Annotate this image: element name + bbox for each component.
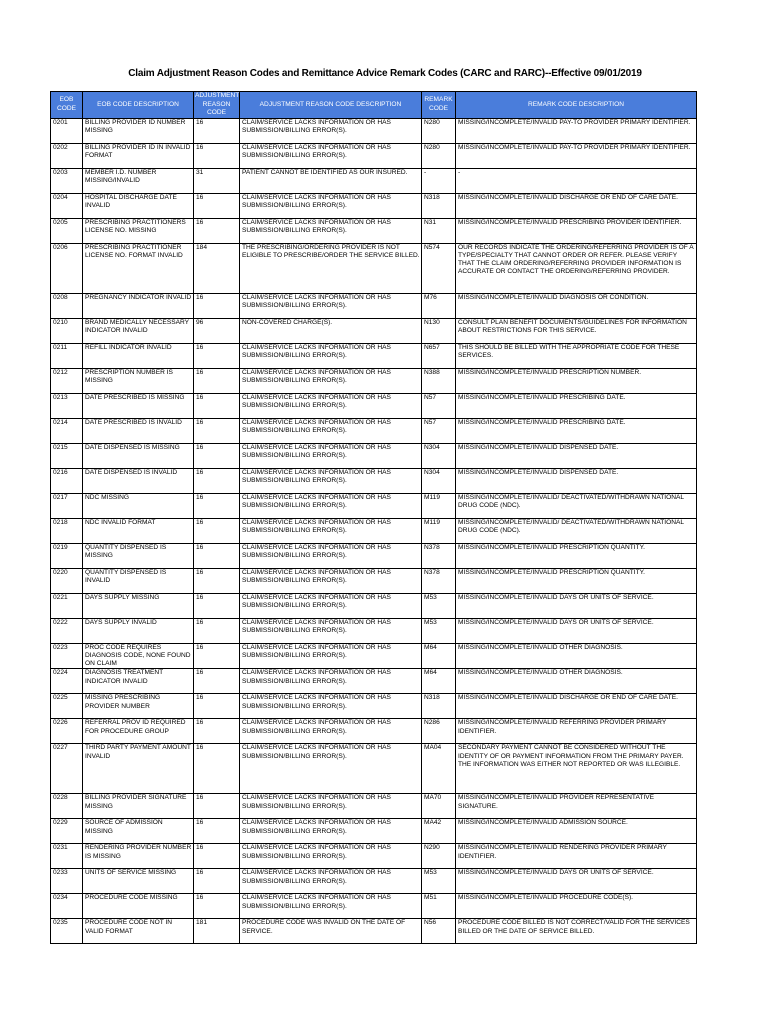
header-adjustment-reason-code: ADJUSTMENT REASON CODE <box>195 92 240 116</box>
remark-description-cell: MISSING/INCOMPLETE/INVALID RENDERING PROVIDER PRIMARY IDENTIFIER. <box>456 844 697 869</box>
eob-code-cell: 0217 <box>51 493 83 518</box>
eob-description-cell: PREGNANCY INDICATOR INVALID <box>83 293 194 318</box>
remark-code-cell: N57 <box>422 393 456 418</box>
adjustment-code-cell: 16 <box>194 643 240 669</box>
table-row <box>51 518 697 543</box>
table-row <box>51 318 697 343</box>
remark-code-cell: M76 <box>422 293 456 318</box>
remark-code-cell: M64 <box>422 669 456 694</box>
table-row <box>51 493 697 518</box>
remark-description-cell: CONSULT PLAN BENEFIT DOCUMENTS/GUIDELINES FOR INFORMATION ABOUT RESTRICTIONS FOR THIS SERVICE. <box>456 318 697 343</box>
adjustment-code-cell: 16 <box>194 719 240 744</box>
table-row <box>51 368 697 393</box>
eob-code-cell: 0226 <box>51 719 83 744</box>
eob-code-cell: 0219 <box>51 543 83 568</box>
adjustment-code-cell: 16 <box>194 844 240 869</box>
adjustment-description-cell: CLAIM/SERVICE LACKS INFORMATION OR HAS SUBMISSION/BILLING ERROR(S). <box>240 643 422 669</box>
adjustment-description-cell: CLAIM/SERVICE LACKS INFORMATION OR HAS SUBMISSION/BILLING ERROR(S). <box>240 543 422 568</box>
remark-code-cell: N280 <box>422 118 456 143</box>
adjustment-description-cell: CLAIM/SERVICE LACKS INFORMATION OR HAS SUBMISSION/BILLING ERROR(S). <box>240 894 422 919</box>
remark-code-cell: N56 <box>422 919 456 944</box>
remark-description-cell: MISSING/INCOMPLETE/INVALID DISPENSED DATE. <box>456 468 697 493</box>
remark-code-cell: N657 <box>422 343 456 368</box>
table-row <box>51 819 697 844</box>
adjustment-description-cell: PROCEDURE CODE WAS INVALID ON THE DATE OF SERVICE. <box>240 919 422 944</box>
adjustment-description-cell: CLAIM/SERVICE LACKS INFORMATION OR HAS SUBMISSION/BILLING ERROR(S). <box>240 694 422 719</box>
remark-description-cell: MISSING/INCOMPLETE/INVALID DAYS OR UNITS OF SERVICE. <box>456 618 697 643</box>
eob-code-cell: 0205 <box>51 218 83 243</box>
header-remark-code: REMARK CODE <box>422 92 456 119</box>
adjustment-code-cell: 16 <box>194 669 240 694</box>
eob-code-cell: 0231 <box>51 844 83 869</box>
adjustment-description-cell: CLAIM/SERVICE LACKS INFORMATION OR HAS SUBMISSION/BILLING ERROR(S). <box>240 393 422 418</box>
eob-code-cell: 0220 <box>51 568 83 593</box>
remark-code-cell: N31 <box>422 218 456 243</box>
remark-description-cell: MISSING/INCOMPLETE/INVALID DAYS OR UNITS OF SERVICE. <box>456 593 697 618</box>
eob-code-cell: 0208 <box>51 293 83 318</box>
remark-description-cell: THIS SHOULD BE BILLED WITH THE APPROPRIATE CODE FOR THESE SERVICES. <box>456 343 697 368</box>
eob-code-cell: 0221 <box>51 593 83 618</box>
remark-code-cell: - <box>422 168 456 193</box>
table-row <box>51 643 697 669</box>
adjustment-code-cell: 16 <box>194 393 240 418</box>
adjustment-code-cell: 16 <box>194 593 240 618</box>
adjustment-description-cell: THE PRESCRIBING/ORDERING PROVIDER IS NOT ELIGIBLE TO PRESCRIBE/ORDER THE SERVICE BILLED. <box>240 243 422 293</box>
remark-description-cell: MISSING/INCOMPLETE/INVALID PRESCRIBING DATE. <box>456 418 697 443</box>
adjustment-description-cell: CLAIM/SERVICE LACKS INFORMATION OR HAS SUBMISSION/BILLING ERROR(S). <box>240 744 422 794</box>
document-title: Claim Adjustment Reason Codes and Remittance Advice Remark Codes (CARC and RARC)--Effective 09/01/2019 <box>128 68 642 79</box>
table-row <box>51 118 697 143</box>
table-row <box>51 919 697 944</box>
header-eob-code: EOB CODE <box>51 92 83 119</box>
eob-code-cell: 0214 <box>51 418 83 443</box>
eob-description-cell: SOURCE OF ADMISSION MISSING <box>83 819 194 844</box>
adjustment-code-cell: 31 <box>194 168 240 193</box>
eob-code-cell: 0224 <box>51 669 83 694</box>
eob-code-cell: 0227 <box>51 744 83 794</box>
remark-code-cell: M51 <box>422 894 456 919</box>
eob-code-cell: 0202 <box>51 143 83 168</box>
adjustment-description-cell: PATIENT CANNOT BE IDENTIFIED AS OUR INSURED. <box>240 168 422 193</box>
adjustment-description-cell: CLAIM/SERVICE LACKS INFORMATION OR HAS SUBMISSION/BILLING ERROR(S). <box>240 118 422 143</box>
eob-code-cell: 0210 <box>51 318 83 343</box>
remark-code-cell: N290 <box>422 844 456 869</box>
eob-description-cell: DATE DISPENSED IS INVALID <box>83 468 194 493</box>
adjustment-code-cell: 16 <box>194 894 240 919</box>
remark-code-cell: MA04 <box>422 744 456 794</box>
eob-code-cell: 0222 <box>51 618 83 643</box>
codes-table-container <box>50 91 696 944</box>
remark-code-cell: N318 <box>422 193 456 218</box>
eob-description-cell: MISSING PRESCRIBING PROVIDER NUMBER <box>83 694 194 719</box>
adjustment-code-cell: 16 <box>194 819 240 844</box>
remark-code-cell: N574 <box>422 243 456 293</box>
adjustment-description-cell: CLAIM/SERVICE LACKS INFORMATION OR HAS SUBMISSION/BILLING ERROR(S). <box>240 568 422 593</box>
remark-code-cell: M53 <box>422 593 456 618</box>
eob-code-cell: 0229 <box>51 819 83 844</box>
table-row <box>51 343 697 368</box>
remark-description-cell: MISSING/INCOMPLETE/INVALID ADMISSION SOURCE. <box>456 819 697 844</box>
table-row <box>51 393 697 418</box>
remark-description-cell: MISSING/INCOMPLETE/INVALID DISCHARGE OR END OF CARE DATE. <box>456 694 697 719</box>
table-row <box>51 443 697 468</box>
remark-description-cell: MISSING/INCOMPLETE/INVALID PRESCRIPTION QUANTITY. <box>456 568 697 593</box>
adjustment-code-cell: 16 <box>194 794 240 819</box>
remark-description-cell: MISSING/INCOMPLETE/INVALID PAY-TO PROVIDER PRIMARY IDENTIFIER. <box>456 118 697 143</box>
adjustment-description-cell: CLAIM/SERVICE LACKS INFORMATION OR HAS SUBMISSION/BILLING ERROR(S). <box>240 719 422 744</box>
eob-description-cell: DATE PRESCRIBED IS MISSING <box>83 393 194 418</box>
adjustment-code-cell: 16 <box>194 869 240 894</box>
adjustment-description-cell: CLAIM/SERVICE LACKS INFORMATION OR HAS SUBMISSION/BILLING ERROR(S). <box>240 368 422 393</box>
adjustment-code-cell: 16 <box>194 218 240 243</box>
table-header <box>51 92 697 119</box>
remark-description-cell: MISSING/INCOMPLETE/INVALID/ DEACTIVATED/WITHDRAWN NATIONAL DRUG CODE (NDC). <box>456 518 697 543</box>
remark-description-cell: MISSING/INCOMPLETE/INVALID PRESCRIBING DATE. <box>456 393 697 418</box>
adjustment-description-cell: CLAIM/SERVICE LACKS INFORMATION OR HAS SUBMISSION/BILLING ERROR(S). <box>240 869 422 894</box>
adjustment-description-cell: CLAIM/SERVICE LACKS INFORMATION OR HAS SUBMISSION/BILLING ERROR(S). <box>240 293 422 318</box>
remark-description-cell: SECONDARY PAYMENT CANNOT BE CONSIDERED WITHOUT THE IDENTITY OF OR PAYMENT INFORMATION FROM THE PRIMARY PAYER. THE INFORMATION WAS EITHER NOT REPORTED OR WAS ILLEGIBLE. <box>456 744 697 794</box>
adjustment-code-cell: 16 <box>194 694 240 719</box>
table-row <box>51 418 697 443</box>
eob-code-cell: 0215 <box>51 443 83 468</box>
eob-code-cell: 0204 <box>51 193 83 218</box>
adjustment-description-cell: CLAIM/SERVICE LACKS INFORMATION OR HAS SUBMISSION/BILLING ERROR(S). <box>240 143 422 168</box>
remark-code-cell: N280 <box>422 143 456 168</box>
eob-description-cell: NDC INVALID FORMAT <box>83 518 194 543</box>
adjustment-code-cell: 16 <box>194 368 240 393</box>
remark-code-cell: M64 <box>422 643 456 669</box>
eob-description-cell: QUANTITY DISPENSED IS MISSING <box>83 543 194 568</box>
adjustment-description-cell: CLAIM/SERVICE LACKS INFORMATION OR HAS SUBMISSION/BILLING ERROR(S). <box>240 669 422 694</box>
eob-description-cell: DAYS SUPPLY INVALID <box>83 618 194 643</box>
eob-description-cell: PROC CODE REQUIRES DIAGNOSIS CODE, NONE FOUND ON CLAIM <box>83 643 194 669</box>
remark-code-cell: M119 <box>422 518 456 543</box>
remark-code-cell: N378 <box>422 543 456 568</box>
remark-code-cell: MA70 <box>422 794 456 819</box>
remark-code-cell: N318 <box>422 694 456 719</box>
eob-description-cell: PROCEDURE CODE MISSING <box>83 894 194 919</box>
adjustment-code-cell: 16 <box>194 568 240 593</box>
remark-description-cell: MISSING/INCOMPLETE/INVALID PRESCRIBING PROVIDER IDENTIFIER. <box>456 218 697 243</box>
adjustment-description-cell: CLAIM/SERVICE LACKS INFORMATION OR HAS SUBMISSION/BILLING ERROR(S). <box>240 418 422 443</box>
eob-code-cell: 0212 <box>51 368 83 393</box>
remark-code-cell: N57 <box>422 418 456 443</box>
adjustment-code-cell: 16 <box>194 193 240 218</box>
remark-code-cell: N286 <box>422 719 456 744</box>
eob-description-cell: NDC MISSING <box>83 493 194 518</box>
table-row <box>51 669 697 694</box>
remark-code-cell: N130 <box>422 318 456 343</box>
remark-description-cell: MISSING/INCOMPLETE/INVALID OTHER DIAGNOSIS. <box>456 669 697 694</box>
remark-code-cell: M53 <box>422 869 456 894</box>
eob-code-cell: 0234 <box>51 894 83 919</box>
header-eob-description: EOB CODE DESCRIPTION <box>83 92 194 119</box>
eob-code-cell: 0216 <box>51 468 83 493</box>
adjustment-description-cell: CLAIM/SERVICE LACKS INFORMATION OR HAS SUBMISSION/BILLING ERROR(S). <box>240 493 422 518</box>
eob-description-cell: REFILL INDICATOR INVALID <box>83 343 194 368</box>
table-row <box>51 543 697 568</box>
table-body <box>51 118 697 944</box>
remark-description-cell: MISSING/INCOMPLETE/INVALID DIAGNOSIS OR CONDITION. <box>456 293 697 318</box>
table-row <box>51 744 697 794</box>
eob-description-cell: BILLING PROVIDER SIGNATURE MISSING <box>83 794 194 819</box>
eob-description-cell: PRESCRIBING PRACTITIONER LICENSE NO. FORMAT INVALID <box>83 243 194 293</box>
header-adjustment-reason-description: ADJUSTMENT REASON CODE DESCRIPTION <box>240 92 422 119</box>
table-row <box>51 844 697 869</box>
eob-description-cell: BRAND MEDICALLY NECESSARY INDICATOR INVALID <box>83 318 194 343</box>
adjustment-description-cell: CLAIM/SERVICE LACKS INFORMATION OR HAS SUBMISSION/BILLING ERROR(S). <box>240 844 422 869</box>
remark-description-cell: MISSING/INCOMPLETE/INVALID PAY-TO PROVIDER PRIMARY IDENTIFIER. <box>456 143 697 168</box>
adjustment-code-cell: 16 <box>194 418 240 443</box>
eob-description-cell: UNITS OF SERVICE MISSING <box>83 869 194 894</box>
eob-description-cell: MEMBER I.D. NUMBER MISSING/INVALID <box>83 168 194 193</box>
adjustment-description-cell: CLAIM/SERVICE LACKS INFORMATION OR HAS SUBMISSION/BILLING ERROR(S). <box>240 443 422 468</box>
adjustment-code-cell: 16 <box>194 343 240 368</box>
adjustment-code-cell: 16 <box>194 143 240 168</box>
table-row <box>51 719 697 744</box>
eob-code-cell: 0233 <box>51 869 83 894</box>
eob-code-cell: 0225 <box>51 694 83 719</box>
eob-code-cell: 0211 <box>51 343 83 368</box>
adjustment-description-cell: CLAIM/SERVICE LACKS INFORMATION OR HAS SUBMISSION/BILLING ERROR(S). <box>240 794 422 819</box>
eob-code-cell: 0206 <box>51 243 83 293</box>
remark-description-cell: MISSING/INCOMPLETE/INVALID REFERRING PROVIDER PRIMARY IDENTIFIER. <box>456 719 697 744</box>
table-row <box>51 568 697 593</box>
adjustment-description-cell: CLAIM/SERVICE LACKS INFORMATION OR HAS SUBMISSION/BILLING ERROR(S). <box>240 468 422 493</box>
remark-description-cell: PROCEDURE CODE BILLED IS NOT CORRECT/VALID FOR THE SERVICES BILLED OR THE DATE OF SERVICE BILLED. <box>456 919 697 944</box>
remark-code-cell: N304 <box>422 468 456 493</box>
table-row <box>51 618 697 643</box>
eob-description-cell: REFERRAL PROV ID REQUIRED FOR PROCEDURE GROUP <box>83 719 194 744</box>
table-row <box>51 894 697 919</box>
eob-code-cell: 0228 <box>51 794 83 819</box>
adjustment-description-cell: CLAIM/SERVICE LACKS INFORMATION OR HAS SUBMISSION/BILLING ERROR(S). <box>240 193 422 218</box>
adjustment-code-cell: 16 <box>194 493 240 518</box>
eob-description-cell: BILLING PROVIDER ID NUMBER MISSING <box>83 118 194 143</box>
remark-description-cell: MISSING/INCOMPLETE/INVALID DISPENSED DATE. <box>456 443 697 468</box>
eob-code-cell: 0235 <box>51 919 83 944</box>
adjustment-description-cell: CLAIM/SERVICE LACKS INFORMATION OR HAS SUBMISSION/BILLING ERROR(S). <box>240 593 422 618</box>
adjustment-code-cell: 16 <box>194 118 240 143</box>
remark-description-cell: MISSING/INCOMPLETE/INVALID/ DEACTIVATED/WITHDRAWN NATIONAL DRUG CODE (NDC). <box>456 493 697 518</box>
eob-description-cell: BILLING PROVIDER ID IN INVALID FORMAT <box>83 143 194 168</box>
adjustment-description-cell: CLAIM/SERVICE LACKS INFORMATION OR HAS SUBMISSION/BILLING ERROR(S). <box>240 518 422 543</box>
remark-description-cell: MISSING/INCOMPLETE/INVALID PROCEDURE CODE(S). <box>456 894 697 919</box>
remark-description-cell: MISSING/INCOMPLETE/INVALID PRESCRIPTION NUMBER. <box>456 368 697 393</box>
remark-description-cell: OUR RECORDS INDICATE THE ORDERING/REFERRING PROVIDER IS OF A TYPE/SPECIALTY THAT CANNOT ORDER OR REFER. PLEASE VERIFY THAT THE CLAIM ORDERING/REFERRING PROVIDER INFORMATION IS ACCURATE OR CONTACT THE ORDERING/REFERRING PROVIDER. <box>456 243 697 293</box>
eob-description-cell: DAYS SUPPLY MISSING <box>83 593 194 618</box>
adjustment-code-cell: 184 <box>194 243 240 293</box>
table-row <box>51 218 697 243</box>
remark-description-cell: MISSING/INCOMPLETE/INVALID PRESCRIPTION QUANTITY. <box>456 543 697 568</box>
eob-description-cell: PRESCRIBING PRACTITIONERS LICENSE NO. MISSING <box>83 218 194 243</box>
adjustment-code-cell: 96 <box>194 318 240 343</box>
table-row <box>51 694 697 719</box>
eob-description-cell: PRESCRIPTION NUMBER IS MISSING <box>83 368 194 393</box>
eob-description-cell: PROCEDURE CODE NOT IN VALID FORMAT <box>83 919 194 944</box>
adjustment-description-cell: NON-COVERED CHARGE(S). <box>240 318 422 343</box>
eob-description-cell: RENDERING PROVIDER NUMBER IS MISSING <box>83 844 194 869</box>
adjustment-code-cell: 16 <box>194 543 240 568</box>
eob-description-cell: HOSPITAL DISCHARGE DATE INVALID <box>83 193 194 218</box>
remark-code-cell: M119 <box>422 493 456 518</box>
remark-description-cell: MISSING/INCOMPLETE/INVALID DAYS OR UNITS OF SERVICE. <box>456 869 697 894</box>
adjustment-description-cell: CLAIM/SERVICE LACKS INFORMATION OR HAS SUBMISSION/BILLING ERROR(S). <box>240 819 422 844</box>
remark-description-cell: MISSING/INCOMPLETE/INVALID OTHER DIAGNOSIS. <box>456 643 697 669</box>
remark-description-cell: - <box>456 168 697 193</box>
table-row <box>51 193 697 218</box>
remark-description-cell: MISSING/INCOMPLETE/INVALID DISCHARGE OR END OF CARE DATE. <box>456 193 697 218</box>
table-row <box>51 293 697 318</box>
header-remark-description: REMARK CODE DESCRIPTION <box>456 92 697 119</box>
adjustment-code-cell: 16 <box>194 468 240 493</box>
table-row <box>51 794 697 819</box>
adjustment-description-cell: CLAIM/SERVICE LACKS INFORMATION OR HAS SUBMISSION/BILLING ERROR(S). <box>240 618 422 643</box>
eob-description-cell: THIRD PARTY PAYMENT AMOUNT INVALID <box>83 744 194 794</box>
remark-code-cell: N388 <box>422 368 456 393</box>
table-row <box>51 143 697 168</box>
adjustment-code-cell: 16 <box>194 618 240 643</box>
adjustment-code-cell: 16 <box>194 518 240 543</box>
adjustment-code-cell: 16 <box>194 293 240 318</box>
codes-table <box>50 91 697 944</box>
eob-code-cell: 0223 <box>51 643 83 669</box>
eob-description-cell: DATE PRESCRIBED IS INVALID <box>83 418 194 443</box>
table-row <box>51 593 697 618</box>
eob-description-cell: QUANTITY DISPENSED IS INVALID <box>83 568 194 593</box>
eob-code-cell: 0201 <box>51 118 83 143</box>
adjustment-code-cell: 16 <box>194 443 240 468</box>
eob-description-cell: DATE DISPENSED IS MISSING <box>83 443 194 468</box>
adjustment-description-cell: CLAIM/SERVICE LACKS INFORMATION OR HAS SUBMISSION/BILLING ERROR(S). <box>240 218 422 243</box>
adjustment-description-cell: CLAIM/SERVICE LACKS INFORMATION OR HAS SUBMISSION/BILLING ERROR(S). <box>240 343 422 368</box>
table-row <box>51 243 697 293</box>
table-row <box>51 869 697 894</box>
table-row <box>51 168 697 193</box>
eob-code-cell: 0213 <box>51 393 83 418</box>
remark-description-cell: MISSING/INCOMPLETE/INVALID PROVIDER REPRESENTATIVE SIGNATURE. <box>456 794 697 819</box>
adjustment-code-cell: 181 <box>194 919 240 944</box>
remark-code-cell: M53 <box>422 618 456 643</box>
eob-code-cell: 0203 <box>51 168 83 193</box>
remark-code-cell: N304 <box>422 443 456 468</box>
remark-code-cell: MA42 <box>422 819 456 844</box>
remark-code-cell: N378 <box>422 568 456 593</box>
eob-description-cell: DIAGNOSIS TREATMENT INDICATOR INVALID <box>83 669 194 694</box>
adjustment-code-cell: 16 <box>194 744 240 794</box>
table-row <box>51 468 697 493</box>
eob-code-cell: 0218 <box>51 518 83 543</box>
